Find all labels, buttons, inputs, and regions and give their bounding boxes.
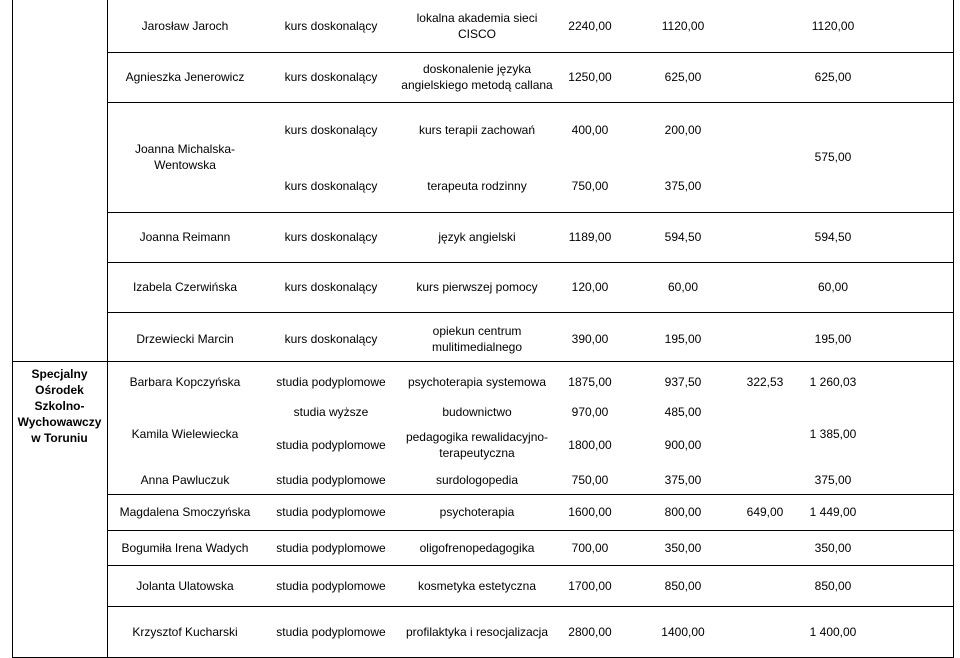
table-border-right xyxy=(953,0,954,658)
reimbursed-amount: 60,00 xyxy=(667,280,699,294)
training-type: kurs doskonalący xyxy=(284,332,378,346)
reimbursed-amount: 375,00 xyxy=(664,179,702,193)
total-cost: 750,00 xyxy=(571,472,609,487)
employee-name: Izabela Czerwińska xyxy=(132,280,238,294)
training-type: studia podyplomowe xyxy=(276,505,386,519)
training-type: studia podyplomowe xyxy=(276,374,386,389)
total-cost: 2800,00 xyxy=(568,625,612,639)
training-type: studia podyplomowe xyxy=(276,438,386,452)
table-border-left xyxy=(12,0,13,658)
total-reimbursed: 594,50 xyxy=(814,230,852,244)
total-reimbursed: 375,00 xyxy=(814,472,852,487)
total-reimbursed: 195,00 xyxy=(814,332,852,346)
training-topic: doskonalenie języka angielskiego metodą callana xyxy=(401,62,553,92)
training-type: studia podyplomowe xyxy=(276,625,386,639)
employee-name: Jarosław Jaroch xyxy=(141,19,229,33)
employee-name: Kamila Wielewiecka xyxy=(131,426,239,441)
row-divider xyxy=(107,606,953,607)
total-cost: 1800,00 xyxy=(568,438,612,452)
training-topic: pedagogika rewalidacyjno-terapeutyczna xyxy=(405,430,549,460)
reimbursed-amount: 200,00 xyxy=(664,123,702,137)
total-cost: 1250,00 xyxy=(568,70,612,84)
total-reimbursed: 850,00 xyxy=(814,578,852,593)
additional-amount: 322,53 xyxy=(746,374,784,389)
training-type: kurs doskonalący xyxy=(284,19,378,33)
additional-amount: 649,00 xyxy=(746,505,784,519)
training-type: kurs doskonalący xyxy=(284,70,378,84)
employee-name: Bogumiła Irena Wadych xyxy=(121,540,249,555)
reimbursed-amount: 800,00 xyxy=(664,505,702,519)
training-topic: opiekun centrum mulitimedialnego xyxy=(431,324,523,354)
row-divider xyxy=(107,102,953,103)
training-topic: język angielski xyxy=(438,230,516,244)
total-cost: 1189,00 xyxy=(568,230,612,244)
training-topic: kurs terapii zachowań xyxy=(418,123,536,137)
total-reimbursed: 575,00 xyxy=(814,150,852,164)
reimbursed-amount: 195,00 xyxy=(664,332,702,346)
reimbursed-amount: 625,00 xyxy=(664,70,702,84)
total-cost: 400,00 xyxy=(571,123,609,137)
training-type: studia wyższe xyxy=(293,405,369,419)
total-reimbursed: 350,00 xyxy=(814,540,852,555)
employee-name: Drzewiecki Marcin xyxy=(136,332,234,346)
total-reimbursed: 1 449,00 xyxy=(809,505,857,519)
reimbursed-amount: 900,00 xyxy=(664,438,702,452)
employee-name: Magdalena Smoczyńska xyxy=(119,505,251,519)
training-topic: psychoterapia systemowa xyxy=(407,374,547,389)
total-cost: 390,00 xyxy=(571,332,609,346)
employee-name: Joanna Michalska-Wentowska xyxy=(134,142,236,172)
total-cost: 700,00 xyxy=(571,540,609,555)
total-cost: 2240,00 xyxy=(568,19,612,33)
training-topic: kurs pierwszej pomocy xyxy=(416,280,538,294)
employee-name: Krzysztof Kucharski xyxy=(132,625,238,639)
training-type: studia podyplomowe xyxy=(276,472,386,487)
total-cost: 970,00 xyxy=(571,405,609,419)
training-topic: oligofrenopedagogika xyxy=(419,540,535,555)
total-cost: 750,00 xyxy=(571,179,609,193)
row-divider xyxy=(107,52,953,53)
employee-name: Barbara Kopczyńska xyxy=(129,374,241,389)
row-divider xyxy=(107,312,953,313)
training-topic: budownictwo xyxy=(442,405,512,419)
total-cost: 1700,00 xyxy=(568,578,612,593)
row-divider xyxy=(107,262,953,263)
training-type: studia podyplomowe xyxy=(276,578,386,593)
reimbursed-amount: 850,00 xyxy=(664,578,702,593)
reimbursed-amount: 937,50 xyxy=(664,374,702,389)
reimbursed-amount: 1400,00 xyxy=(661,625,705,639)
training-type: studia podyplomowe xyxy=(276,540,386,555)
total-cost: 1875,00 xyxy=(568,374,612,389)
table-border-inner xyxy=(107,0,108,658)
total-reimbursed: 625,00 xyxy=(814,70,852,84)
training-topic: psychoterapia xyxy=(439,505,515,519)
total-reimbursed: 1 385,00 xyxy=(809,426,857,441)
employee-name: Agnieszka Jenerowicz xyxy=(125,70,245,84)
total-reimbursed: 60,00 xyxy=(817,280,849,294)
reimbursed-amount: 1120,00 xyxy=(661,19,705,33)
total-cost: 1600,00 xyxy=(568,505,612,519)
training-topic: lokalna akademia sieci CISCO xyxy=(416,11,538,41)
reimbursed-amount: 350,00 xyxy=(664,540,702,555)
row-divider xyxy=(107,212,953,213)
training-topic: profilaktyka i resocjalizacja xyxy=(405,625,549,639)
employee-name: Anna Pawluczuk xyxy=(140,472,230,487)
employee-name: Jolanta Ulatowska xyxy=(136,578,234,593)
training-type: kurs doskonalący xyxy=(284,280,378,294)
training-type: kurs doskonalący xyxy=(284,230,378,244)
total-reimbursed: 1 400,00 xyxy=(809,625,857,639)
training-type: kurs doskonalący xyxy=(284,179,378,193)
total-reimbursed: 1 260,03 xyxy=(809,374,857,389)
training-topic: surdologopedia xyxy=(435,472,519,487)
employee-name: Joanna Reimann xyxy=(139,230,231,244)
training-type: kurs doskonalący xyxy=(284,123,378,137)
total-cost: 120,00 xyxy=(571,280,609,294)
reimbursed-amount: 375,00 xyxy=(664,472,702,487)
reimbursed-amount: 594,50 xyxy=(664,230,702,244)
training-topic: terapeuta rodzinny xyxy=(427,179,527,193)
reimbursed-amount: 485,00 xyxy=(664,405,702,419)
institution-label: Specjalny Ośrodek Szkolno-Wychowawczy w Toruniu xyxy=(17,367,102,445)
total-reimbursed: 1120,00 xyxy=(811,19,855,33)
training-topic: kosmetyka estetyczna xyxy=(417,578,537,593)
